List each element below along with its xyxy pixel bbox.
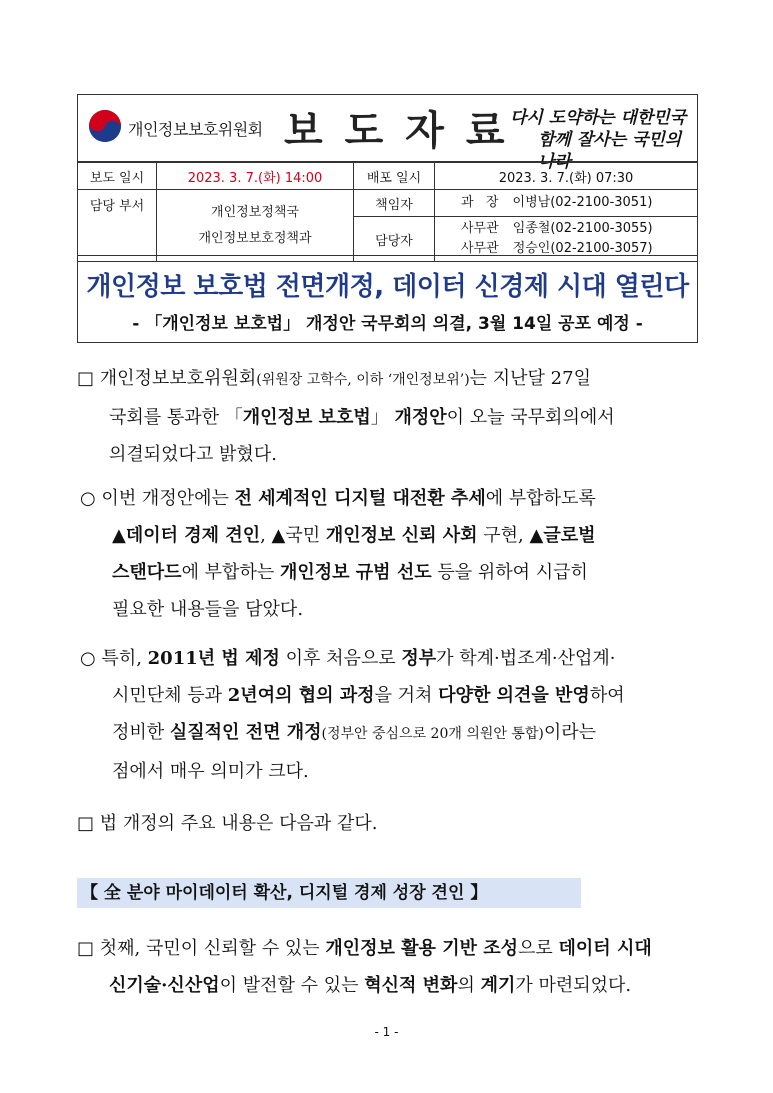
slogan-line-2: 함께 잘사는 국민의 나라 (538, 130, 682, 172)
paragraph-5: □ 첫째, 국민이 신뢰할 수 있는 개인정보 활용 기반 조성으로 데이터 시대 신기술·신산업이 발전할 수 있는 혁신적 변화의 계기가 마련되었다. (77, 938, 652, 996)
dept-label: 담당 부서 (78, 190, 157, 262)
distribute-value: 2023. 3. 7.(화) 07:30 (435, 163, 698, 190)
responsible-title: 과 장 (461, 195, 499, 210)
slogan-line-1: 다시 도약하는 대한민국 (510, 108, 687, 128)
responsible-cell (435, 190, 698, 217)
release-label: 보도 일시 (78, 163, 157, 190)
dept-2: 개인정보보호정책과 (198, 230, 312, 246)
release-info-table (77, 162, 698, 262)
section-heading: 【 全 분야 마이데이터 확산, 디지털 경제 성장 견인 】 (77, 878, 581, 908)
responsible-label: 책임자 (354, 190, 435, 217)
org-name: 개인정보보호위원회 (128, 120, 263, 139)
press-release-header (77, 94, 698, 172)
page-title: 보도자료 (284, 108, 527, 154)
staff-2-name: 정승인(02-2100-3057) (512, 241, 653, 256)
distribute-label: 배포 일시 (354, 163, 435, 190)
government-emblem-icon (88, 109, 122, 143)
paragraph-4: □ 법 개정의 주요 내용은 다음과 같다. (77, 813, 378, 834)
staff-2-title: 사무관 (461, 241, 499, 256)
paragraph-1: □ 개인정보보호위원회(위원장 고학수, 이하 ‘개인정보위’)는 지난달 27일 국회를 통과한 「개인정보 보호법」 개정안이 오늘 국무회의에서 의결되었다고 밝혔다. (77, 368, 615, 465)
paragraph-2: ○ 이번 개정안에는 전 세계적인 디지털 대전환 추세에 부합하도록 ▲데이터 경제 견인, ▲국민 개인정보 신뢰 사회 구현, ▲글로벌 스탠다드에 부합하는 개인정보 규범 선도 등을 위하여 시급히 필요한 내용들을 담았다. (80, 488, 596, 620)
release-value: 2023. 3. 7.(화) 14:00 (157, 163, 354, 190)
headline-title: 개인정보 보호법 전면개정, 데이터 신경제 시대 열린다 (86, 272, 689, 302)
staff-1-title: 사무관 (461, 221, 499, 236)
dept-cell (157, 190, 354, 262)
headline-box (77, 255, 698, 343)
responsible-name: 이병남(02-2100-3051) (512, 195, 653, 210)
dept-1: 개인정보정책국 (211, 204, 299, 220)
staff-1-name: 임종철(02-2100-3055) (512, 221, 653, 236)
paragraph-3: ○ 특히, 2011년 법 제정 이후 처음으로 정부가 학계·법조계·산업계· 시민단체 등과 2년여의 협의 과정을 거쳐 다양한 의견을 반영하여 정비한 실질적인 전면 개정(정부안 중심으로 20개 의원안 통합)이라는 점에서 매우 의미가 크다. (80, 648, 625, 782)
staff-label: 담당자 (354, 217, 435, 262)
headline-subtitle: - 「개인정보 보호법」 개정안 국무회의 의결, 3월 14일 공포 예정 - (132, 314, 643, 334)
page-number: - 1 - (374, 1025, 399, 1039)
